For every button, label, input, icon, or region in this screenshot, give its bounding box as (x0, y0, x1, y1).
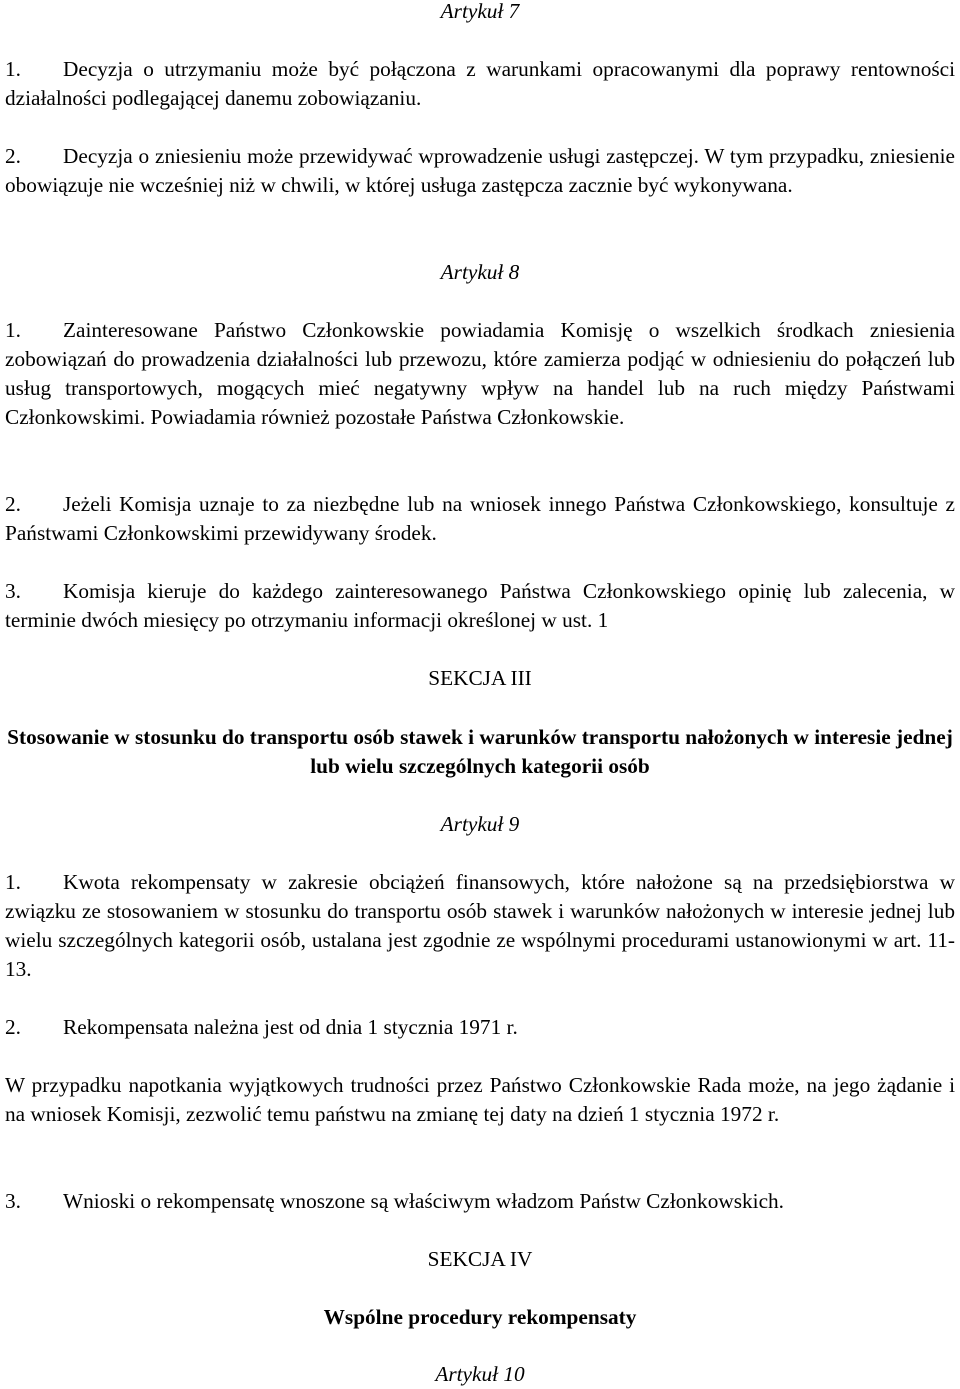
paragraph-text: Rekompensata należna jest od dnia 1 stycznia 1971 r. (63, 1015, 518, 1039)
article-9-paragraph-1 (5, 868, 955, 984)
article-8-paragraph-3 (5, 577, 955, 635)
article-9-paragraph-3 (5, 1187, 955, 1216)
article-8-heading: Artykuł 8 (440, 260, 520, 284)
paragraph-text: Decyzja o utrzymaniu może być połączona z warunkami opracowanymi dla poprawy rentowności działalności podlegającej danemu zobowiązaniu. (5, 57, 955, 110)
article-8-paragraph-2 (5, 490, 955, 548)
paragraph-number: 1. (5, 870, 21, 894)
paragraph-text: Wnioski o rekompensatę wnoszone są właściwym władzom Państw Członkowskich. (63, 1189, 785, 1213)
paragraph-number: 2. (5, 144, 21, 168)
article-7-paragraph-2 (5, 142, 955, 200)
section-3-subtitle: Stosowanie w stosunku do transportu osób stawek i warunków transportu nałożonych w interesie jednej lub wielu szczególnych kategorii osób (7, 725, 953, 778)
paragraph-text: Komisja kieruje do każdego zainteresowanego Państwa Członkowskiego opinię lub zalecenia, w terminie dwóch miesięcy po otrzymaniu informacji określonej w ust. 1 (5, 579, 955, 632)
article-9-paragraph-2 (5, 1013, 955, 1042)
paragraph-text: Zainteresowane Państwo Członkowskie powiadamia Komisję o wszelkich środkach zniesienia zobowiązań do prowadzenia działalności lub przewozu, które zamierza podjąć w odniesieniu do połączeń lub usług transportowych, mogących mieć negatywny wpływ na handel lub na ruch między Państwami Członkowskimi. Powiadamia również pozostałe Państwa Członkowskie. (5, 318, 955, 429)
article-7-paragraph-1 (5, 55, 955, 113)
paragraph-text: Jeżeli Komisja uznaje to za niezbędne lub na wniosek innego Państwa Członkowskiego, konsultuje z Państwami Członkowskimi przewidywany środek. (5, 492, 955, 545)
paragraph-number: 1. (5, 57, 21, 81)
article-8-paragraph-1 (5, 316, 955, 432)
section-4-subtitle: Wspólne procedury rekompensaty (323, 1305, 637, 1329)
paragraph-number: 2. (5, 1015, 21, 1039)
section-4-heading: SEKCJA IV (427, 1247, 533, 1271)
paragraph-text: Decyzja o zniesieniu może przewidywać wprowadzenie usługi zastępczej. W tym przypadku, zniesienie obowiązuje nie wcześniej niż w chwili, w której usługa zastępcza zacznie być wykonywana. (5, 144, 955, 197)
section-3-heading: SEKCJA III (428, 666, 532, 690)
article-9-heading: Artykuł 9 (440, 812, 520, 836)
paragraph-number: 2. (5, 492, 21, 516)
article-7-heading: Artykuł 7 (440, 0, 520, 23)
paragraph-number: 1. (5, 318, 21, 342)
paragraph-number: 3. (5, 579, 21, 603)
paragraph-text: Kwota rekompensaty w zakresie obciążeń finansowych, które nałożone są na przedsiębiorstwa w związku ze stosowaniem w stosunku do transportu osób stawek i warunków nałożonych w interesie jednej lub wielu szczególnych kategorii osób, ustalana jest zgodnie ze wspólnymi procedurami ustanowionymi w art. 11-13. (5, 870, 955, 981)
article-9-paragraph-2-continued: W przypadku napotkania wyjątkowych trudności przez Państwo Członkowskie Rada może, na jego żądanie i na wniosek Komisji, zezwolić temu państwu na zmianę tej daty na dzień 1 stycznia 1972 r. (5, 1073, 955, 1126)
paragraph-number: 3. (5, 1189, 21, 1213)
article-10-heading: Artykuł 10 (435, 1362, 525, 1386)
